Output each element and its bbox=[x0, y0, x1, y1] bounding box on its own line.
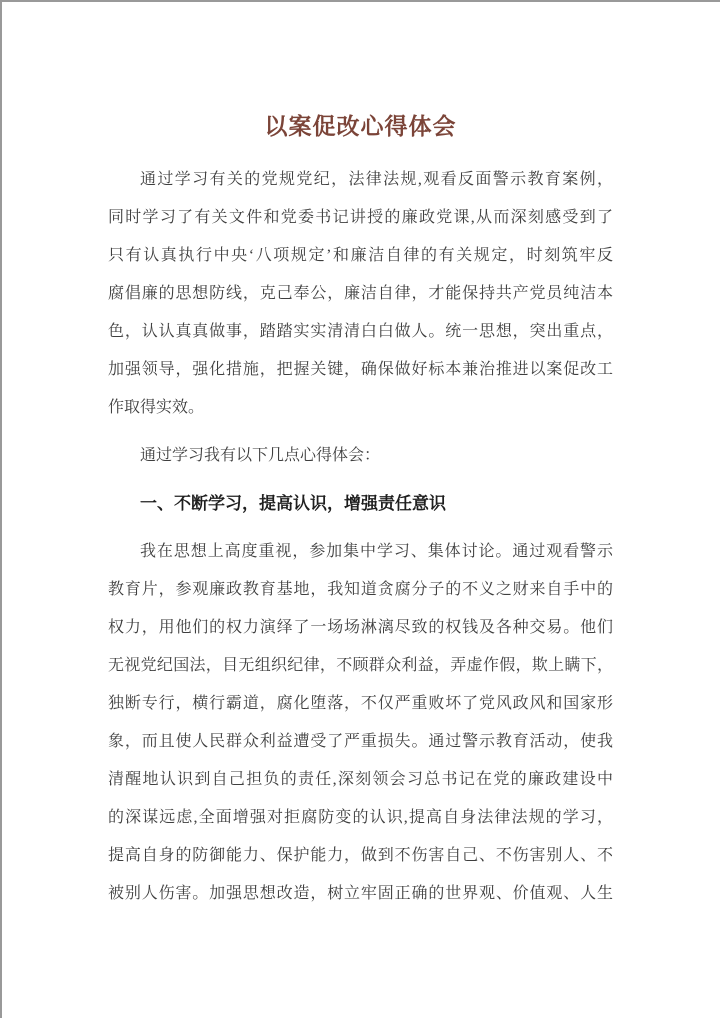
text-line: 教育片，参观廉政教育基地，我知道贪腐分子的不义之财来自手中的 bbox=[108, 581, 613, 598]
document-body bbox=[108, 161, 613, 913]
text-line: 一、不断学习，提高认识，增强责任意识 bbox=[140, 494, 446, 513]
paragraph bbox=[108, 437, 613, 475]
text-line: 无视党纪国法，目无组织纪律，不顾群众利益，弄虚作假，欺上瞒下， bbox=[108, 657, 613, 674]
text-line: 通过学习我有以下几点心得体会： bbox=[140, 447, 381, 464]
text-line: 同时学习了有关文件和党委书记讲授的廉政党课,从而深刻感受到了 bbox=[108, 209, 613, 226]
text-line: 通过学习有关的党规党纪，法律法规,观看反面警示教育案例， bbox=[140, 171, 613, 188]
text-line: 清醒地认识到自己担负的责任,深刻领会习总书记在党的廉政建设中 bbox=[108, 771, 613, 788]
text-line: 独断专行，横行霸道，腐化堕落，不仅严重败坏了党风政风和国家形 bbox=[108, 695, 613, 712]
text-line: 权力，用他们的权力演绎了一场场淋漓尽致的权钱及各种交易。他们 bbox=[108, 619, 613, 636]
document-title: 以案促改心得体会 bbox=[264, 114, 457, 139]
text-line: 象，而且使人民群众利益遭受了严重损失。通过警示教育活动，使我 bbox=[108, 733, 613, 750]
text-line: 作取得实效。 bbox=[108, 399, 205, 416]
text-line: 加强领导，强化措施，把握关键，确保做好标本兼治推进以案促改工 bbox=[108, 361, 613, 378]
paragraph bbox=[108, 533, 613, 913]
section-heading bbox=[108, 485, 613, 523]
text-line: 被别人伤害。加强思想改造，树立牢固正确的世界观、价值观、人生 bbox=[108, 885, 613, 902]
text-line: 腐倡廉的思想防线，克己奉公，廉洁自律，才能保持共产党员纯洁本 bbox=[108, 285, 613, 302]
text-line: 提高自身的防御能力、保护能力，做到不伤害自己、不伤害别人、不 bbox=[108, 847, 613, 864]
text-line: 我在思想上高度重视，参加集中学习、集体讨论。通过观看警示 bbox=[140, 543, 613, 560]
text-line: 色，认认真真做事，踏踏实实清清白白做人。统一思想，突出重点， bbox=[108, 323, 613, 340]
document-content bbox=[108, 2, 613, 913]
paragraph bbox=[108, 161, 613, 427]
text-line: 只有认真执行中央‘八项规定’和廉洁自律的有关规定，时刻筑牢反 bbox=[108, 247, 613, 264]
text-line: 的深谋远虑,全面增强对拒腐防变的认识,提高自身法律法规的学习， bbox=[108, 809, 613, 826]
